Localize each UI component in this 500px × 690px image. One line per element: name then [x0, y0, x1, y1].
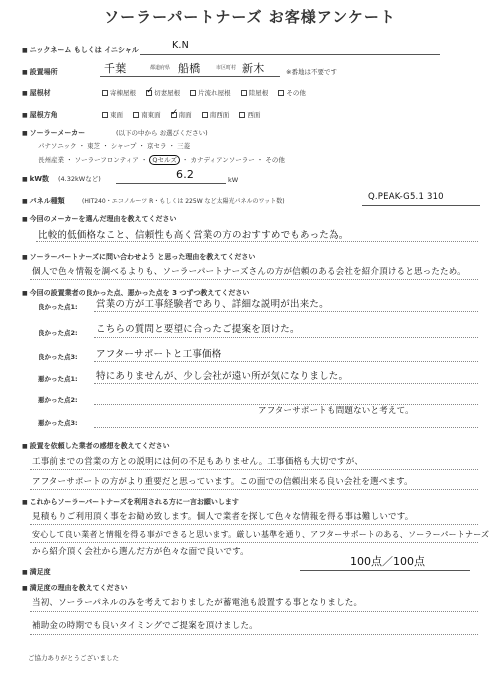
location-prefecture: 千葉 — [104, 62, 127, 75]
bad1-answer: 特にありませんが、少し会社が遠い所が気になりました。 — [96, 371, 349, 382]
direction-option: 東面 — [102, 111, 123, 119]
maker-selected: Qセルズ — [149, 155, 179, 165]
message-line1: 見積もりご利用頂く事をお勧め致します。個人で業者を探して色々な情報を得る事は難しいです。 — [32, 512, 414, 522]
impression-rule2 — [30, 489, 478, 490]
location-label: ■ 設置場所 — [22, 67, 58, 77]
message-label: ■ これからソーラーパートナーズを利用される方に一言お願いします — [22, 497, 239, 507]
panel-value: Q.PEAK-G5.1 310 — [368, 192, 444, 202]
kw-unit: kW — [228, 176, 239, 184]
direction-option: 西面 — [239, 111, 260, 119]
panel-label: ■ パネル種類 — [22, 196, 65, 206]
roof-option: ✓ 切妻屋根 — [146, 89, 180, 97]
checkbox[interactable] — [239, 112, 245, 118]
bad1-line — [94, 383, 478, 384]
page-title: ソーラーパートナーズ お客様アンケート — [104, 8, 396, 26]
kw-label: ■ kW数 — [22, 174, 49, 184]
good3-label: 良かった点3: — [38, 353, 78, 361]
direction-option: 南東面 — [133, 111, 161, 119]
good1-label: 良かった点1: — [38, 303, 78, 311]
nickname-underline — [140, 54, 440, 55]
message-rule1 — [30, 524, 478, 525]
roof-type-label: ■ 屋根材 — [22, 88, 51, 98]
roof-option: 片流れ屋根 — [190, 89, 231, 97]
checkbox-checked[interactable] — [146, 90, 152, 96]
direction-option: 南西面 — [202, 111, 230, 119]
checkbox-checked[interactable] — [171, 112, 177, 118]
bad3-answer: アフターサポートも問題ないと考えて。 — [258, 406, 414, 416]
good2-label: 良かった点2: — [38, 329, 78, 337]
recommend-answer: 個人で色々情報を調べるよりも、ソーラーパートナーズさんの方が信頼のある会社を紹介頂けると思ったため。 — [32, 267, 466, 277]
good3-answer: アフターサポートと工事価格 — [96, 349, 222, 360]
location-prefecture-suffix: 都道府県 — [150, 65, 171, 71]
checkbox[interactable] — [190, 90, 196, 96]
satisfaction-reason-label: ■ 満足度の理由を教えてください — [22, 583, 128, 593]
checkbox[interactable] — [278, 90, 284, 96]
maker-line2: 長州産業 ・ ソーラーフロンティア ・ Qセルズ ・ カナディアンソーラー ・ その他 — [38, 156, 285, 164]
maker-note: (以下の中から お選びください) — [116, 129, 208, 137]
bad3-label: 悪かった点3: — [38, 419, 78, 427]
good1-line — [94, 311, 478, 312]
reason-line — [36, 241, 478, 242]
recommend-label: ■ ソーラーパートナーズに問い合わせよう と思った理由を教えてください — [22, 252, 255, 262]
location-city-suffix: 市区町村 — [216, 65, 237, 71]
maker-label: ■ ソーラーメーカー — [22, 128, 85, 138]
satisfaction-value: 100点／100点 — [350, 555, 425, 568]
good1-answer: 営業の方が工事経験者であり、詳細な説明が出来た。 — [96, 299, 329, 310]
goodbad-label: ■ 今回の設置業者の良かった点、悪かった点を 3 つずつ教えてください — [22, 288, 249, 298]
checkbox[interactable] — [102, 90, 108, 96]
panel-note: (HIT240・エコノルーツ R・もしくは 225W など太陽光パネルのワット数) — [82, 198, 285, 205]
checkbox[interactable] — [202, 112, 208, 118]
message-rule2 — [30, 542, 478, 543]
message-line3: から紹介頂く会社から選んだ方が色々な面で良いです。 — [32, 547, 249, 557]
thanks-text: ご協力ありがとうございました — [28, 654, 119, 662]
recommend-line — [30, 279, 478, 280]
nickname-label: ■ ニックネーム もしくは イニシャル — [22, 45, 139, 55]
direction-label: ■ 屋根方角 — [22, 110, 58, 120]
satisfaction-label: ■ 満足度 — [22, 567, 51, 577]
reason-label: ■ 今回のメーカーを選んだ理由を教えてください — [22, 214, 177, 224]
impression-line1: 工事前までの営業の方との説明には何の不足もありません。工事価格も大切ですが、 — [32, 457, 364, 467]
kw-value: 6.2 — [176, 168, 195, 181]
checkbox[interactable] — [241, 90, 247, 96]
good2-answer: こちらの質問と要望に合ったご提案を頂けた。 — [96, 324, 300, 335]
impression-label: ■ 設置を依頼した業者の感想を教えてください — [22, 441, 170, 451]
roof-option: その他 — [278, 89, 306, 97]
bad3-line — [94, 427, 478, 428]
good2-line — [94, 337, 478, 338]
impression-line2: アフターサポートの方がより重要だと思っています。この面での信頼出来る良い会社を選べます。 — [32, 477, 413, 487]
roof-option: 陸屋根 — [241, 89, 269, 97]
location-underline — [100, 76, 280, 77]
satisfaction-reason-line1: 当初、ソーラーパネルのみを考えておりましたが蓄電池も設置する事となりました。 — [32, 598, 363, 608]
location-city: 船橋 — [178, 62, 201, 75]
bad1-label: 悪かった点1: — [38, 375, 78, 383]
direction-option: ✓ 南面 — [171, 111, 192, 119]
impression-rule1 — [30, 469, 478, 470]
reason-answer: 比較的低価格なこと、信頼性も高く営業の方のおすすめでもあった為。 — [38, 230, 349, 241]
good3-line — [94, 361, 478, 362]
satisfaction-reason-line2: 補助金の時期でも良いタイミングでご提案を頂けました。 — [32, 621, 258, 631]
satisfaction-underline — [300, 570, 470, 571]
location-town: 新木 — [242, 62, 265, 75]
message-line2: 安心して良い業者と情報を得る事ができると思います。厳しい基準を通り、アフターサポートのある、ソーラーパートナーズ — [32, 530, 490, 539]
kw-underline — [116, 183, 226, 184]
checkbox[interactable] — [133, 112, 139, 118]
maker-line1: パナソニック ・ 東芝 ・ シャープ ・ 京セラ ・ 三菱 — [38, 142, 191, 150]
panel-underline — [362, 205, 480, 206]
direction-options — [102, 110, 268, 119]
nickname-value: K.N — [172, 40, 189, 51]
bad2-label: 悪かった点2: — [38, 396, 78, 404]
kw-note: (4.32kWなど) — [58, 175, 101, 183]
roof-option: 寄棟屋根 — [102, 89, 136, 97]
satisfaction-reason-rule2 — [30, 634, 478, 635]
location-note: ※番地は不要です — [286, 68, 337, 76]
satisfaction-reason-rule1 — [30, 611, 478, 612]
checkbox[interactable] — [102, 112, 108, 118]
roof-type-options — [102, 88, 314, 97]
